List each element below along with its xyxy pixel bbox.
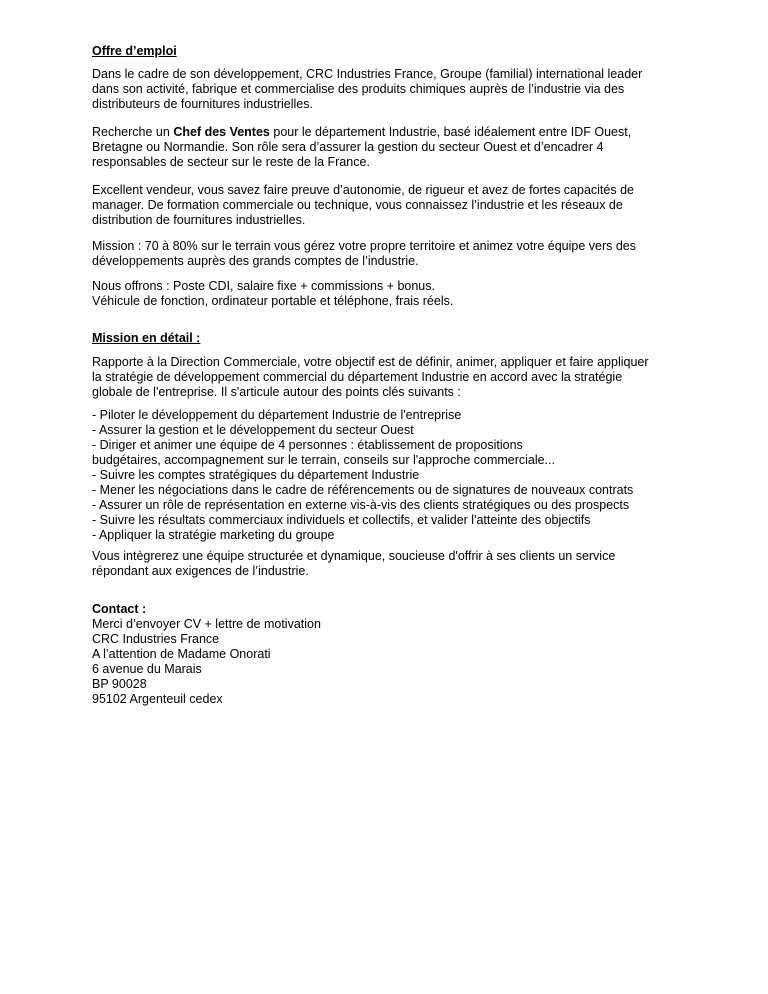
paragraph-detail-intro — [92, 355, 738, 400]
text-line: Dans le cadre de son développement, CRC Industries France, Groupe (familial) international leader — [92, 67, 643, 81]
text-line: distributeurs de fournitures industrielles. — [92, 97, 313, 111]
text-line: dans son activité, fabrique et commercialise des produits chimiques auprès de l’industrie via des — [92, 82, 625, 96]
list-item: - Piloter le développement du département Industrie de l'entreprise — [92, 408, 462, 422]
paragraph-closing — [92, 549, 738, 579]
text-line: Bretagne ou Normandie. Son rôle sera d’assurer la gestion du secteur Ouest et d’encadrer 4 — [92, 140, 604, 154]
list-item: - Mener les négociations dans le cadre de référencements ou de signatures de nouveaux contrats — [92, 483, 634, 497]
paragraph-profil — [92, 183, 738, 228]
paragraph-recherche — [92, 125, 738, 170]
contact-heading: Contact : — [92, 602, 147, 616]
list-item: - Assurer la gestion et le développement du secteur Ouest — [92, 423, 414, 437]
list-item: - Suivre les comptes stratégiques du département Industrie — [92, 468, 420, 482]
text-line: manager. De formation commerciale ou technique, vous connaissez l’industrie et les réseaux de — [92, 198, 623, 212]
text-line: Rapporte à la Direction Commerciale, votre objectif est de définir, animer, appliquer et faire appliquer — [92, 355, 649, 369]
text-line — [92, 125, 738, 140]
contact-block — [92, 602, 738, 707]
contact-line: BP 90028 — [92, 677, 147, 691]
text-line: globale de l'entreprise. Il s'articule autour des points clés suivants : — [92, 385, 461, 399]
contact-line: A l’attention de Madame Onorati — [92, 647, 271, 661]
text-line: distribution de fournitures industrielles. — [92, 213, 306, 227]
paragraph-intro — [92, 67, 738, 112]
paragraph-offre — [92, 279, 738, 309]
job-title-bold: Chef des Ventes — [173, 125, 270, 139]
text-line: la stratégie de développement commercial du département Industrie en accord avec la stratégie — [92, 370, 623, 384]
list-item-continuation: budgétaires, accompagnement sur le terrain, conseils sur l'approche commerciale... — [92, 453, 556, 467]
mission-detail-list — [92, 408, 738, 543]
text-segment: Recherche un — [92, 125, 174, 139]
text-line: Excellent vendeur, vous savez faire preuve d’autonomie, de rigueur et avez de fortes capacités de — [92, 183, 634, 197]
text-line: Mission : 70 à 80% sur le terrain vous gérez votre propre territoire et animez votre équipe vers des — [92, 239, 637, 253]
text-line: Véhicule de fonction, ordinateur portable et téléphone, frais réels. — [92, 294, 454, 308]
text-line: Vous intègrerez une équipe structurée et dynamique, soucieuse d'offrir à ses clients un service — [92, 549, 616, 563]
paragraph-mission — [92, 239, 738, 269]
contact-line: 6 avenue du Marais — [92, 662, 202, 676]
list-item: - Assurer un rôle de représentation en externe vis-à-vis des clients stratégiques ou des prospects — [92, 498, 630, 512]
text-line: responsables de secteur sur le reste de la France. — [92, 155, 370, 169]
text-line: répondant aux exigences de l’industrie. — [92, 564, 309, 578]
list-item: - Suivre les résultats commerciaux individuels et collectifs, et valider l'atteinte des objectifs — [92, 513, 591, 527]
doc-title: Offre d’emploi — [92, 44, 177, 58]
contact-line: Merci d’envoyer CV + lettre de motivation — [92, 617, 321, 631]
list-item: - Diriger et animer une équipe de 4 personnes : établissement de propositions — [92, 438, 523, 452]
text-line: Nous offrons : Poste CDI, salaire fixe + commissions + bonus. — [92, 279, 435, 293]
contact-line: 95102 Argenteuil cedex — [92, 692, 223, 706]
section-heading-mission-detail: Mission en détail : — [92, 331, 201, 345]
text-segment: pour le département Industrie, basé idéalement entre IDF Ouest, — [269, 125, 632, 139]
contact-line: CRC Industries France — [92, 632, 220, 646]
list-item: - Appliquer la stratégie marketing du groupe — [92, 528, 335, 542]
text-line: développements auprès des grands comptes de l’industrie. — [92, 254, 419, 268]
